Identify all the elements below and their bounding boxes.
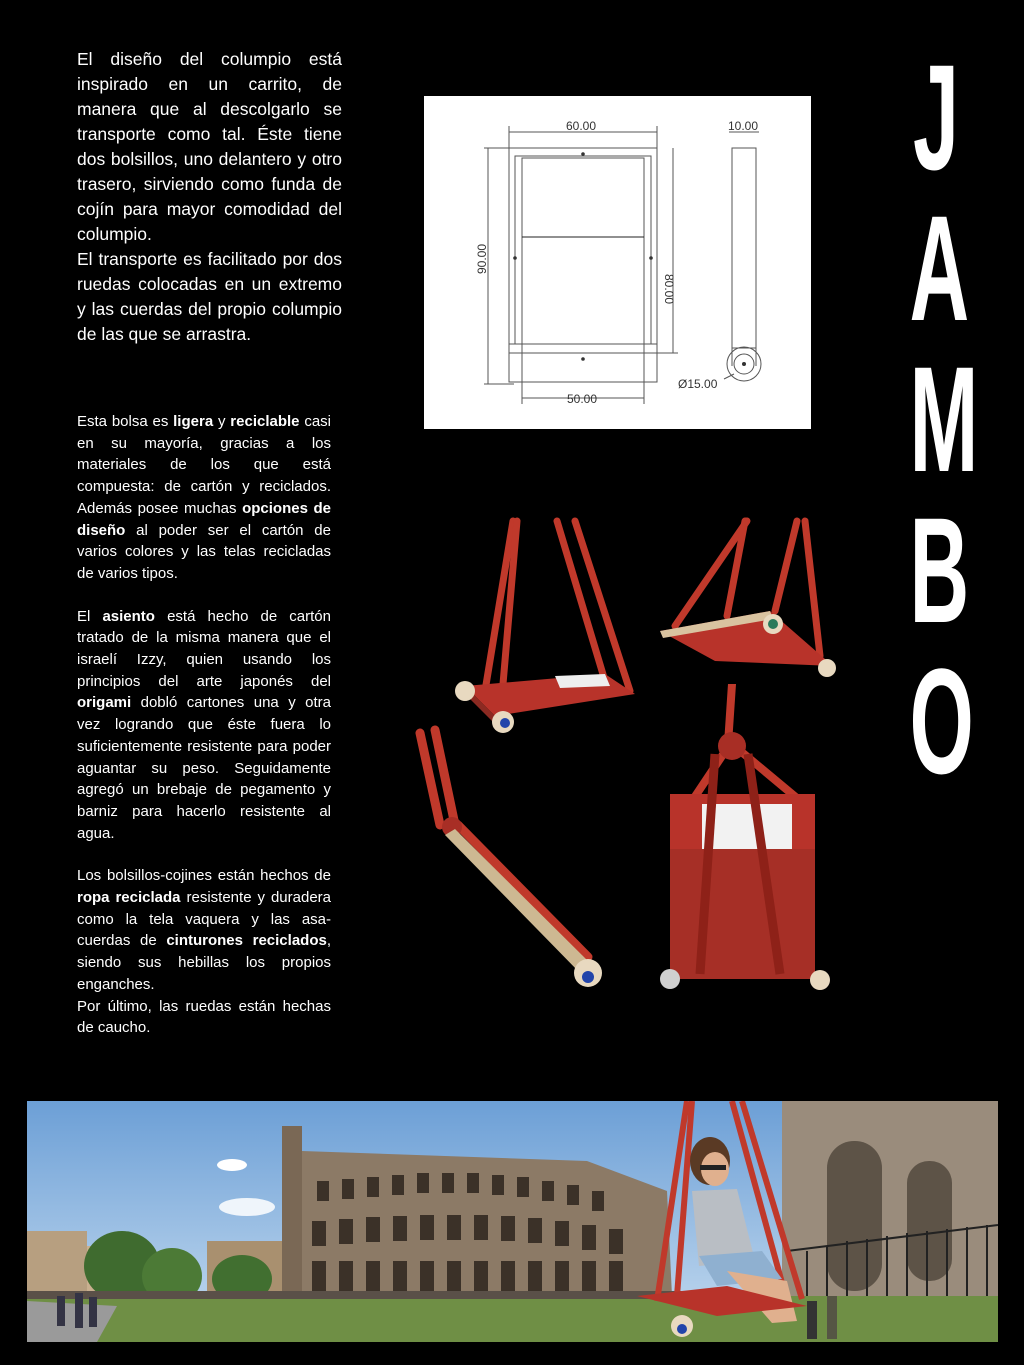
swing-photo-side [410,725,610,1000]
title-letter: O [909,637,974,805]
intro-paragraph-1: El diseño del columpio está inspirado en un carrito, de manera que al descolgarlo se transporte como tal. Éste tiene dos bolsillos, uno delantero y otro trasero, sirviendo como funda de cojín para mayor comodidad del columpio. [77,49,342,244]
details-paragraph-pockets: Los bolsillos-cojines están hechos de ropa reciclada resistente y duradera como la tela vaquera y las asa-cuerdas de cinturones reciclados, siendo sus hebillas los propios enganches. [77,867,332,993]
intro-paragraph-2: El transporte es facilitado por dos ruedas colocadas en un extremo y las cuerdas del propio columpio de las que se arrastra. [77,249,342,344]
dim-inner-height-label: 80.00 [662,274,676,305]
colosseum-banner-photo [27,1101,998,1342]
title-letter: A [909,184,970,352]
title-letter: J [913,33,959,201]
dim-depth-label: 10.00 [728,119,759,133]
swing-photo-angled [655,516,840,686]
dim-wheel-label: Ø15.00 [678,377,718,391]
details-paragraph-materials: Esta bolsa es ligera y reciclable casi en su mayoría, gracias a los materiales de los que está compuesta: de cartón y reciclados. Además posee muchas opciones de diseño al poder ser el cartón de varios colores y las telas recicladas de varios tipos. [77,413,331,582]
technical-drawing [424,96,811,429]
intro-text [77,47,342,347]
swing-photo-folded [660,684,830,1002]
details-paragraph-seat: El asiento está hecho de cartón tratado de la misma manera que el israelí Izzy, quien usando los principios del arte japonés del origami dobló cartones una y otra vez logrando que éste fuera lo suficientemente resistente para poder aguantar su peso. Seguidamente agregó un brebaje de pegamento y barniz para hacerlo resistente al agua. [77,607,331,842]
title-letter: B [909,486,970,654]
product-title [888,33,984,805]
dim-height-label: 90.00 [475,243,489,274]
swing-photo-front [445,516,640,741]
dim-base-label: 50.00 [567,392,598,406]
dim-width-label: 60.00 [566,119,597,133]
title-letter: M [909,335,979,503]
details-text [77,411,331,1039]
details-paragraph-wheels: Por último, las ruedas están hechas de caucho. [77,997,331,1037]
